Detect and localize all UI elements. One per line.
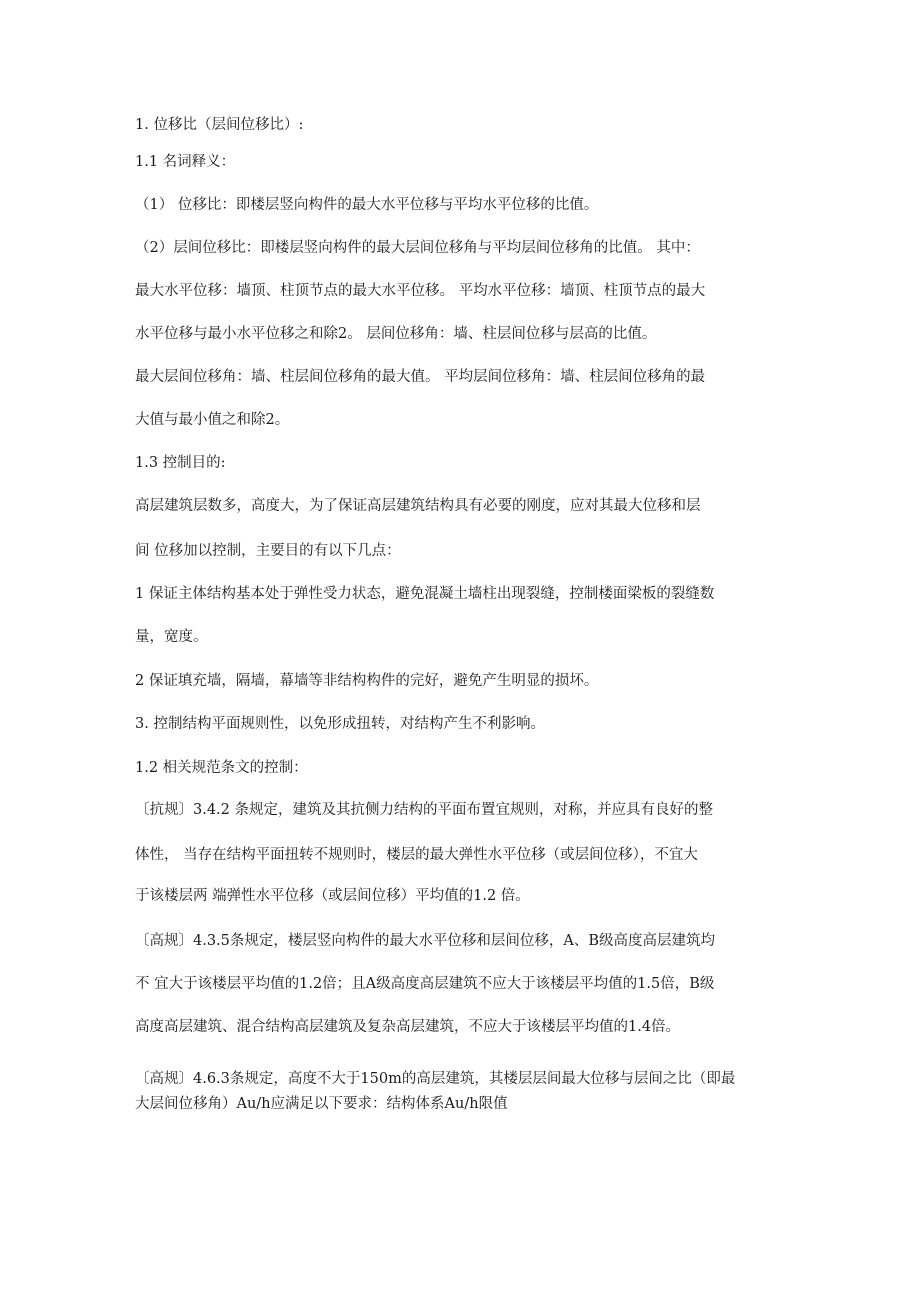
text-line: （1） 位移比：即楼层竖向构件的最大水平位移与平均水平位移的比值。: [135, 197, 599, 213]
text-line: （2）层间位移比：即楼层竖向构件的最大层间位移角与平均层间位移角的比值。 其中：: [135, 240, 700, 256]
text-line: 最大层间位移角：墙、柱层间位移角的最大值。 平均层间位移角：墙、柱层间位移角的最: [135, 369, 706, 385]
text-line: 高度高层建筑、混合结构高层建筑及复杂高层建筑，不应大于该楼层平均值的1.4倍。: [135, 1019, 681, 1035]
text-line: 〔高规〕4.3.5条规定，楼层竖向构件的最大水平位移和层间位移，A、B级高度高层建筑均: [135, 933, 716, 949]
text-line: 水平位移与最小水平位移之和除2。 层间位移角：墙、柱层间位移与层高的比值。: [135, 326, 657, 342]
text-line: 大层间位移角）Au/h应满足以下要求：结构体系Au/h限值: [135, 1096, 508, 1112]
text-line: 〔高规〕4.6.3条规定，高度不大于150m的高层建筑，其楼层层间最大位移与层间之比（即最: [135, 1071, 736, 1087]
text-line: 1 保证主体结构基本处于弹性受力状态，避免混凝土墙柱出现裂缝，控制楼面梁板的裂缝数: [135, 586, 715, 602]
text-line: 2 保证填充墙，隔墙，幕墙等非结构构件的完好，避免产生明显的损坏。: [135, 673, 599, 689]
text-line: 间 位移加以控制，主要目的有以下几点：: [135, 543, 401, 559]
subsection-heading: 1.2 相关规范条文的控制：: [135, 760, 308, 776]
text-line: 高层建筑层数多，高度大，为了保证高层建筑结构具有必要的刚度，应对其最大位移和层: [135, 498, 701, 514]
text-line: 不 宜大于该楼层平均值的1.2倍；且A级高度高层建筑不应大于该楼层平均值的1.5倍，B级: [135, 976, 715, 992]
subsection-heading: 1.1 名词释义：: [135, 154, 236, 170]
final-paragraph: [135, 1067, 800, 1117]
text-line: 量，宽度。: [135, 629, 208, 645]
subsection-heading: 1.3 控制目的:: [135, 455, 226, 471]
text-line: 体性， 当存在结构平面扭转不规则时，楼层的最大弹性水平位移（或层间位移），不宜大: [135, 847, 698, 863]
text-line: 最大水平位移：墙顶、柱顶节点的最大水平位移。 平均水平位移：墙顶、柱顶节点的最大: [135, 283, 706, 299]
text-line: 3. 控制结构平面规则性，以免形成扭转，对结构产生不利影响。: [135, 716, 545, 732]
section-heading: 1. 位移比（层间位移比）:: [135, 117, 304, 133]
text-line: 于该楼层两 端弹性水平位移（或层间位移）平均值的1.2 倍。: [135, 888, 530, 904]
text-line: 大值与最小值之和除2。: [135, 412, 290, 428]
text-line: 〔抗规〕3.4.2 条规定，建筑及其抗侧力结构的平面布置宜规则，对称，并应具有良好的整: [135, 802, 713, 818]
